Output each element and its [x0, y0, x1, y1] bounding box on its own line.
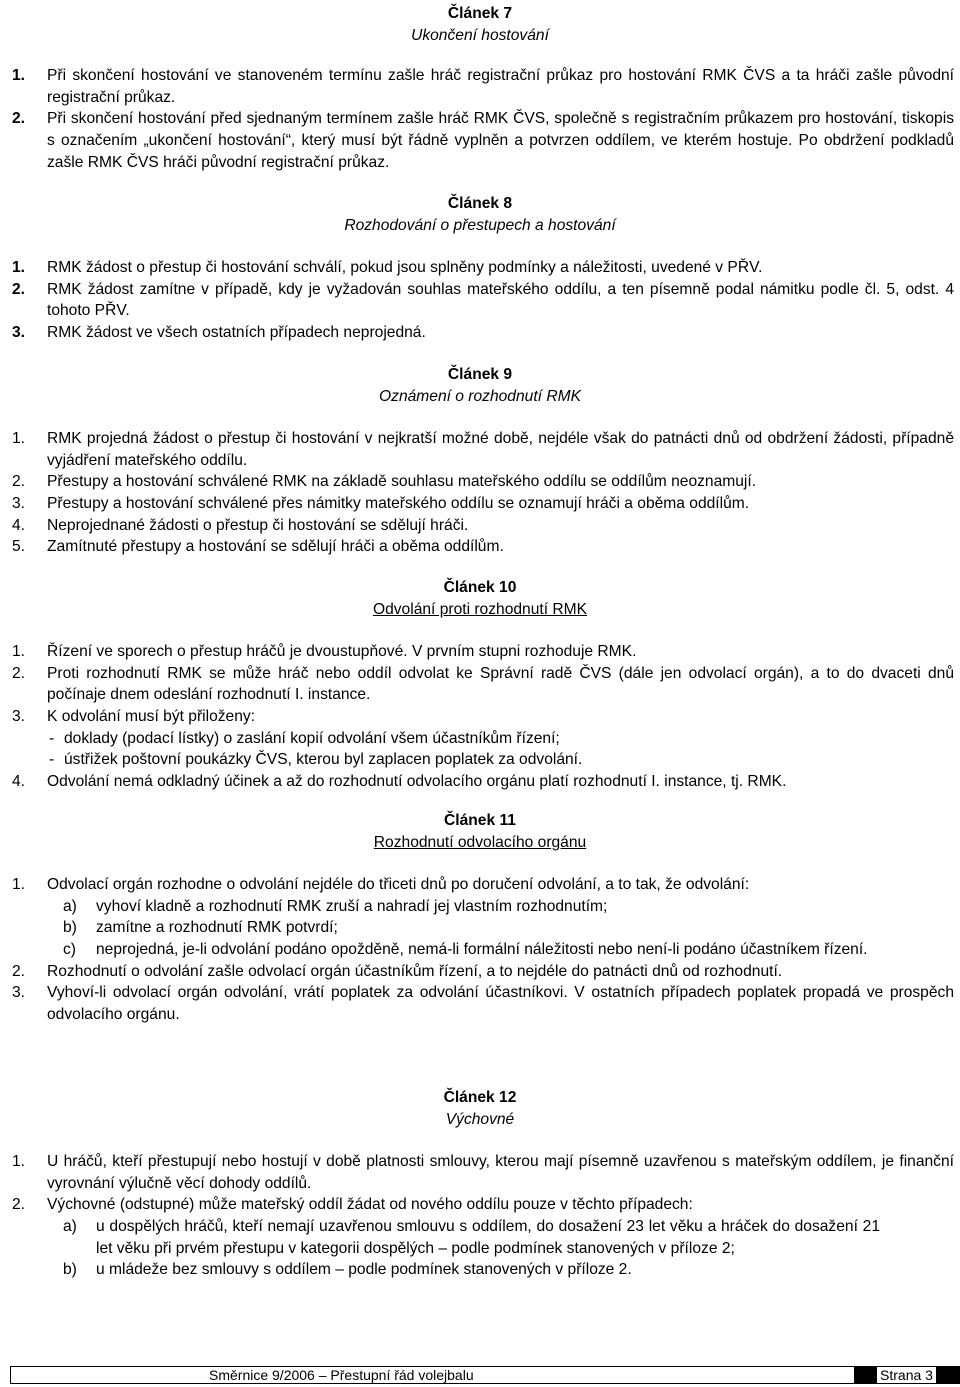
item-text: K odvolání musí být přiloženy: [47, 707, 256, 725]
article-12-sub-a [0, 1216, 960, 1259]
item-text: RMK žádost ve všech ostatních případech neprojedná. [47, 323, 426, 341]
sub-letter: c) [63, 940, 76, 958]
item-number: 3. [12, 494, 26, 512]
sub-text: neprojedná, je-li odvolání podáno opožděně, nemá-li formální náležitosti nebo není-li podáno účastníkem řízení. [96, 940, 868, 958]
sub-letter: b) [63, 1261, 77, 1279]
article-8-subtitle: Rozhodování o přestupech a hostování [344, 216, 616, 234]
item-number: 2. [12, 110, 26, 128]
article-7-item-1 [0, 65, 960, 108]
article-10-item-3 [0, 706, 960, 728]
item-text: Řízení ve sporech o přestup hráčů je dvoustupňové. V prvním stupni rozhoduje RMK. [47, 643, 637, 661]
article-11-item-1 [0, 874, 960, 896]
item-text: Odvolání nemá odkladný účinek a až do rozhodnutí odvolacího orgánu platí rozhodnutí I. instance, tj. RMK. [47, 772, 787, 790]
article-12-item-2 [0, 1194, 960, 1216]
article-8-item-1 [0, 257, 960, 279]
article-10-item-4 [0, 771, 960, 793]
sub-text: vyhoví kladně a rozhodnutí RMK zruší a nahradí jej vlastním rozhodnutím; [96, 897, 608, 915]
item-text: Odvolací orgán rozhodne o odvolání nejdéle do třiceti dnů po doručení odvolání, a to tak, že odvolání: [47, 876, 750, 894]
sub-text: u dospělých hráčů, kteří nemají uzavřenou smlouvu s oddílem, do dosažení 23 let věku a hráček do dosažení 21 let věku při prvém přestupu v kategorii dospělých – podle podmínek stanovených v příloze 2; [96, 1217, 880, 1257]
article-12-title: Článek 12 [443, 1089, 517, 1106]
footer-page-box [854, 1367, 959, 1383]
article-8-item-2 [0, 279, 960, 322]
article-11-sub-a [0, 896, 960, 918]
article-10-title: Článek 10 [443, 579, 517, 596]
item-text: Přestupy a hostování schválené přes námitky mateřského oddílu se oznamují hráči a oběma oddílům. [47, 494, 750, 512]
item-text: Proti rozhodnutí RMK se může hráč nebo oddíl odvolat ke Správní radě ČVS (dále jen odvolací orgán), a to do dvaceti dnů počínaje dnem odeslání rozhodnutí I. instance. [47, 664, 954, 704]
dash-mark: - [49, 751, 55, 769]
article-10-dash-1 [0, 728, 960, 750]
item-text: RMK žádost zamítne v případě, kdy je vyžadován souhlas mateřského oddílu, a ten písemně podal námitku podle čl. 5, odst. 4 tohoto PŘV. [47, 280, 954, 320]
article-7-title: Článek 7 [447, 5, 513, 22]
sub-letter: a) [63, 1217, 77, 1235]
article-7 [0, 3, 960, 173]
article-8-title: Článek 8 [447, 195, 513, 212]
item-text: Při skončení hostování ve stanoveném termínu zašle hráč registrační průkaz pro hostování RMK ČVS a ta hráči zašle původní registrační průkaz. [47, 67, 954, 106]
item-text: Výchovné (odstupné) může mateřský oddíl žádat od nového oddílu pouze v těchto případech: [47, 1196, 693, 1214]
article-9-item-2 [0, 471, 960, 493]
item-text: Neprojednané žádosti o přestup či hostování se sdělují hráči. [47, 516, 469, 534]
item-text: Rozhodnutí o odvolání zašle odvolací orgán účastníkům řízení, a to nejdéle do patnácti dnů od rozhodnutí. [47, 962, 783, 980]
footer-page-number: Strana 3 [877, 1367, 936, 1383]
item-number: 2. [12, 664, 26, 682]
item-number: 3. [12, 984, 26, 1002]
item-number: 5. [12, 538, 26, 556]
sub-letter: a) [63, 897, 77, 915]
item-number: 2. [12, 473, 26, 491]
article-9-item-5 [0, 536, 960, 558]
item-text: Vyhoví-li odvolací orgán odvolání, vrátí poplatek za odvolání účastníkovi. V ostatních případech poplatek propadá ve prospěch odvolacího orgánu. [47, 984, 954, 1023]
article-11-item-3 [0, 982, 960, 1025]
item-number: 3. [12, 323, 26, 341]
article-12 [0, 1087, 960, 1281]
dash-mark: - [49, 729, 55, 747]
article-11-subtitle: Rozhodnutí odvolacího orgánu [373, 833, 587, 851]
article-11-item-2 [0, 961, 960, 983]
article-11-sub-c [0, 939, 960, 961]
article-8-item-3 [0, 322, 960, 344]
item-number: 4. [12, 516, 26, 534]
article-10-subtitle: Odvolání proti rozhodnutí RMK [372, 600, 588, 618]
item-number: 1. [12, 430, 26, 448]
item-text: Zamítnuté přestupy a hostování se sdělují hráči a oběma oddílům. [47, 538, 504, 556]
article-12-subtitle: Výchovné [445, 1110, 515, 1128]
article-9-subtitle: Oznámení o rozhodnutí RMK [379, 387, 581, 405]
item-text: U hráčů, kteří přestupují nebo hostují v době platnosti smlouvy, kterou mají písemně uzavřenou s mateřským oddílem, je finanční vyrovnání výlučně věcí dohody oddílů. [47, 1153, 954, 1192]
article-11-sub-b [0, 917, 960, 939]
article-10-item-2 [0, 663, 960, 706]
footer-document-name: Směrnice 9/2006 – Přestupní řád volejbalu [209, 1367, 474, 1383]
dash-text: ústřižek poštovní poukázky ČVS, kterou byl zaplacen poplatek za odvolání. [64, 751, 583, 769]
item-number: 2. [12, 962, 26, 980]
item-text: Přestupy a hostování schválené RMK na základě souhlasu mateřského oddílu se oddílům neoznamují. [47, 473, 757, 491]
article-9-title: Článek 9 [447, 366, 513, 383]
item-number: 1. [12, 643, 26, 661]
article-11 [0, 810, 960, 1025]
article-9-item-3 [0, 493, 960, 515]
item-number: 2. [12, 280, 26, 298]
dash-text: doklady (podací lístky) o zaslání kopií odvolání všem účastníkům řízení; [64, 729, 560, 747]
article-9-item-1 [0, 428, 960, 471]
item-text: RMK projedná žádost o přestup či hostování v nejkratší možné době, nejdéle však do patnácti dnů od obdržení žádosti, případně vyjádření mateřského oddílu. [47, 430, 954, 469]
item-number: 1. [12, 1153, 26, 1171]
article-8 [0, 193, 960, 344]
article-9-item-4 [0, 515, 960, 537]
item-number: 1. [12, 876, 26, 894]
article-7-subtitle: Ukončení hostování [411, 26, 549, 44]
article-9 [0, 364, 960, 558]
article-10 [0, 577, 960, 792]
article-10-dash-2 [0, 749, 960, 771]
item-number: 4. [12, 772, 26, 790]
item-number: 2. [12, 1196, 26, 1214]
item-number: 1. [12, 259, 26, 277]
item-text: Při skončení hostování před sjednaným termínem zašle hráč RMK ČVS, společně s registračním průkazem pro hostování, tiskopis s označením „ukončení hostování“, který musí být řádně vyplněn a potvrzen oddílem, ve kterém hostuje. Po obdržení podkladů zašle RMK ČVS hráči původní registrační průkaz. [47, 110, 954, 171]
article-12-item-1 [0, 1151, 960, 1194]
article-12-sub-b [0, 1259, 960, 1281]
article-10-item-1 [0, 641, 960, 663]
sub-letter: b) [63, 919, 77, 937]
page-footer [10, 1366, 960, 1384]
sub-text: u mládeže bez smlouvy s oddílem – podle podmínek stanovených v příloze 2. [96, 1261, 632, 1279]
item-text: RMK žádost o přestup či hostování schválí, pokud jsou splněny podmínky a náležitosti, uvedené v PŘV. [47, 259, 763, 277]
article-7-item-2 [0, 108, 960, 173]
sub-text: zamítne a rozhodnutí RMK potvrdí; [96, 919, 338, 937]
item-number: 3. [12, 707, 26, 725]
item-number: 1. [12, 67, 26, 85]
article-11-title: Článek 11 [444, 812, 516, 829]
